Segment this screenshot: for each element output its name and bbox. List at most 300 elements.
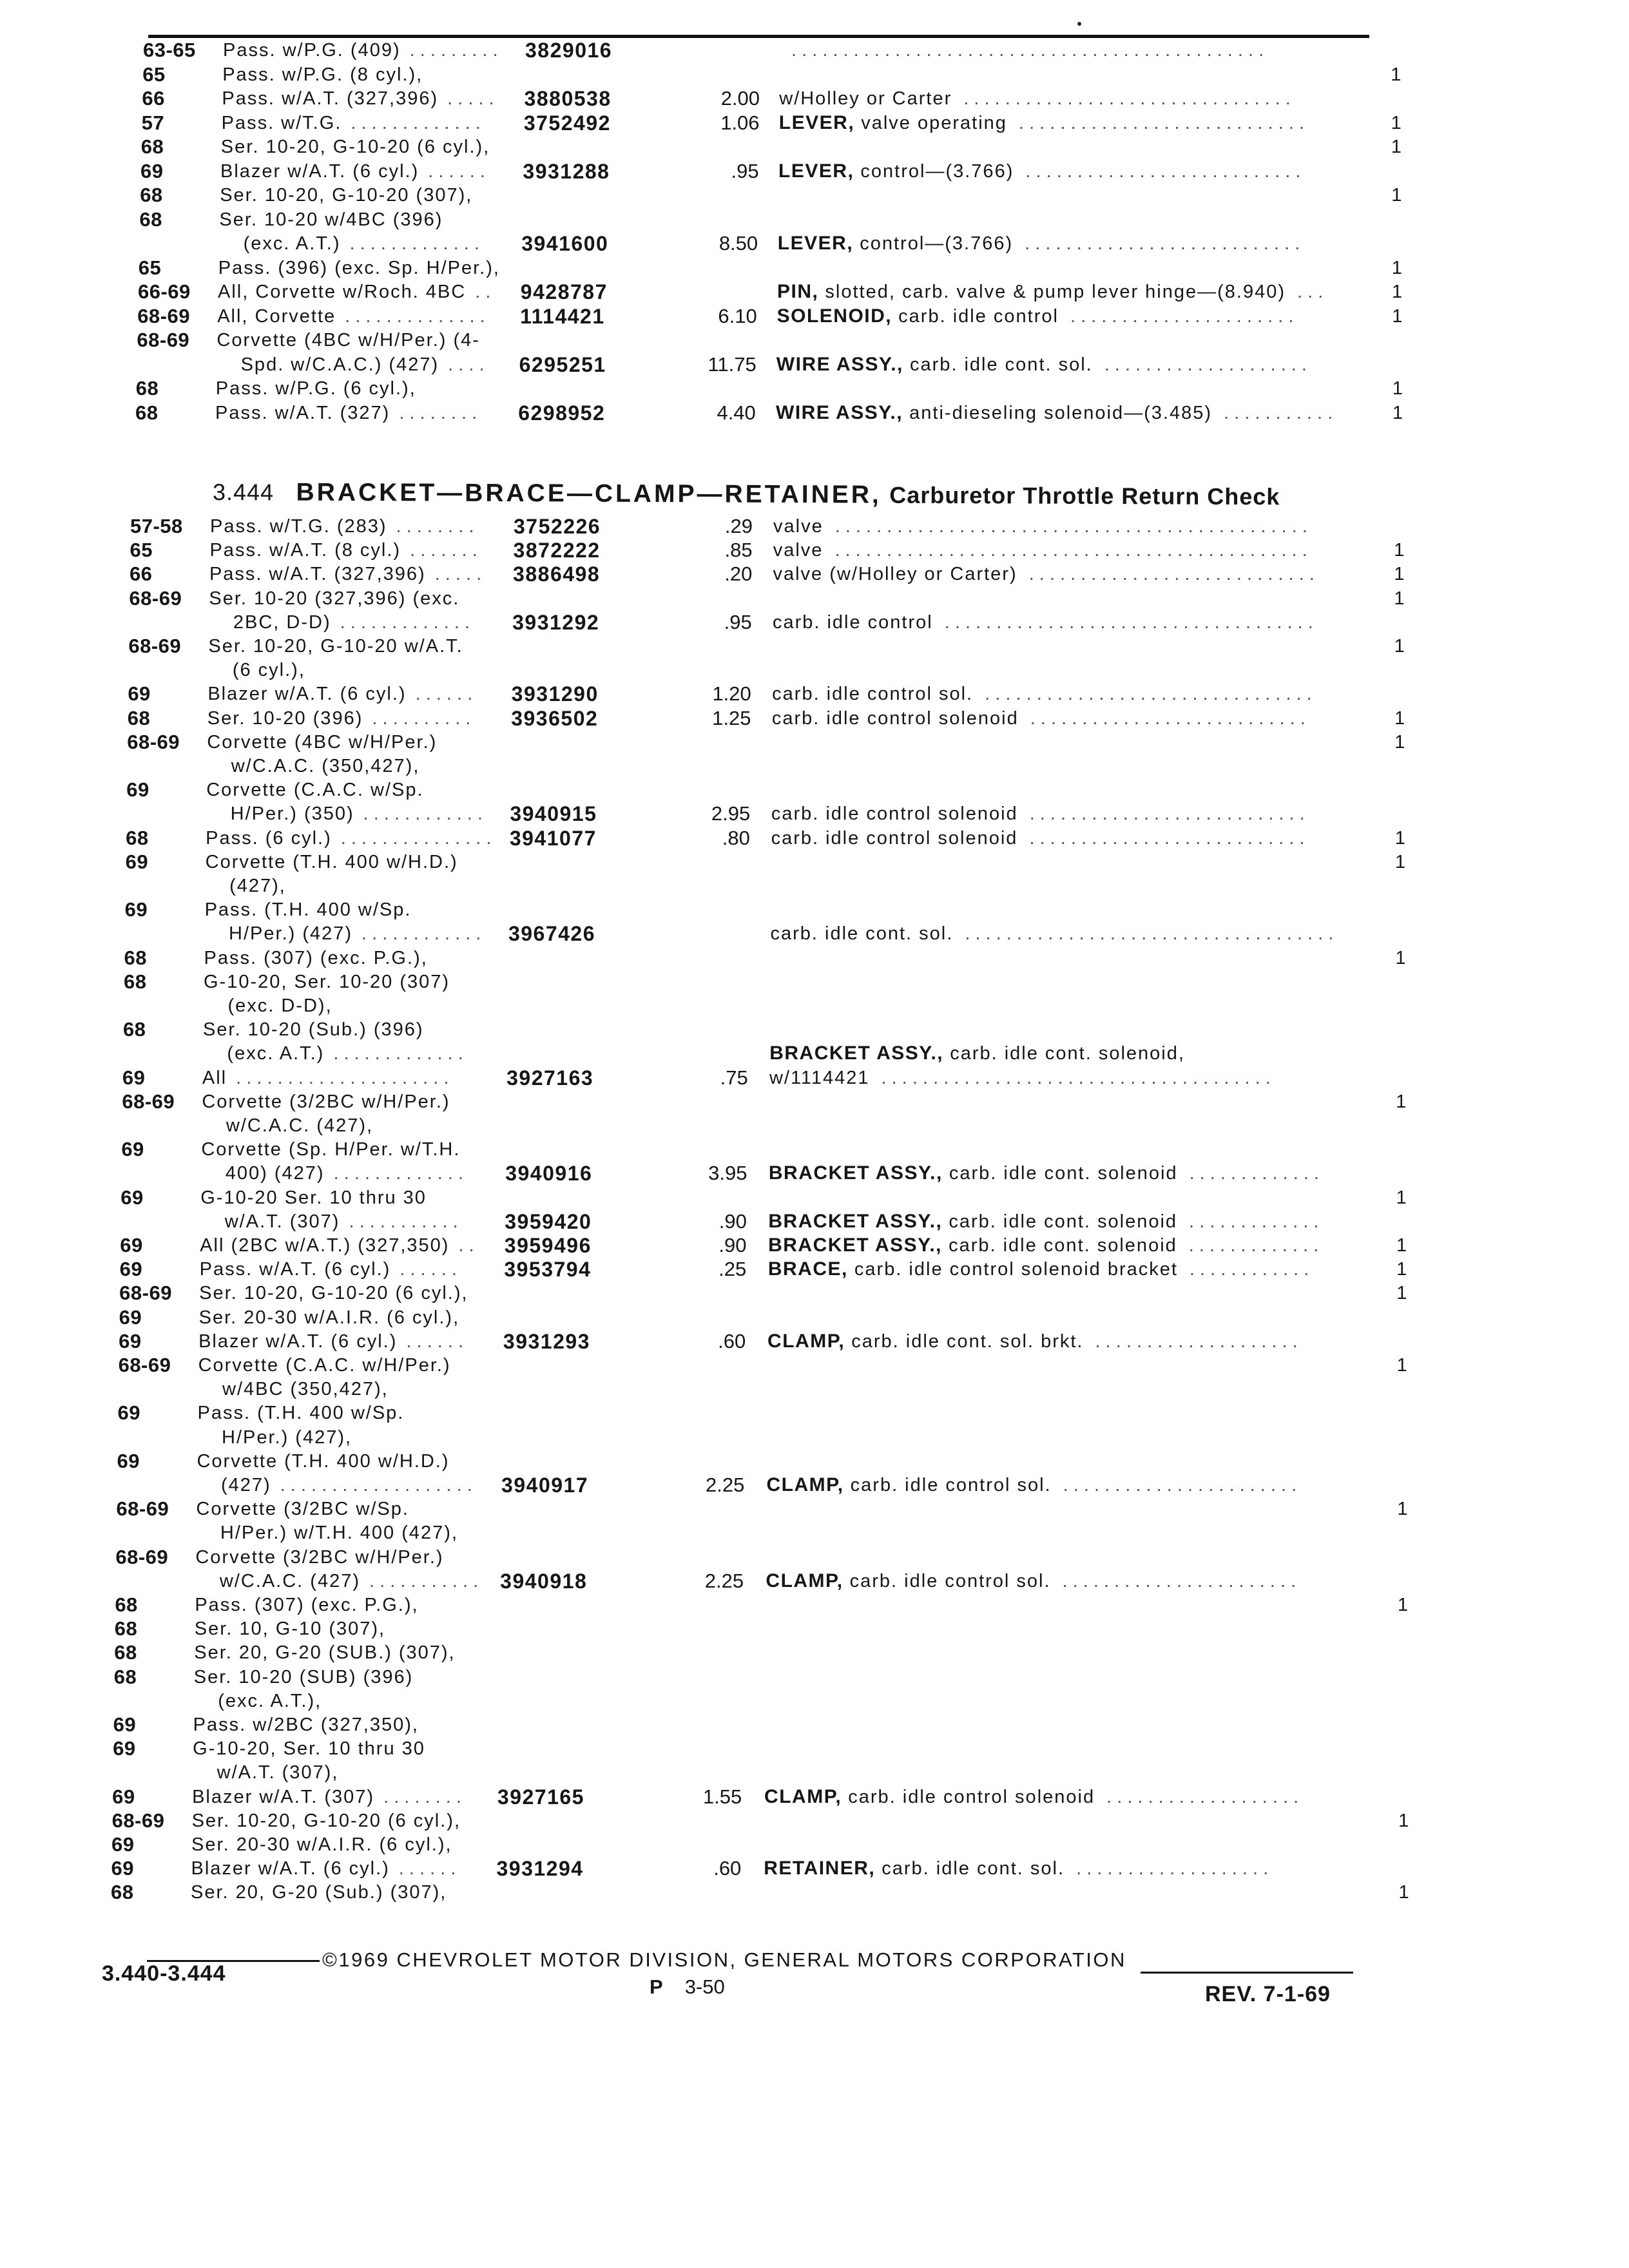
model-year: 69 (128, 682, 151, 706)
application-text: Blazer w/A.T. (6 cyl.) (207, 684, 407, 705)
leader-dots: . . (475, 282, 491, 302)
leader-dots: . . . (1297, 282, 1324, 302)
description (773, 561, 1314, 587)
part-number: 3880538 (524, 87, 612, 110)
model-year: 69 (113, 1737, 136, 1760)
description (777, 303, 1294, 329)
leader-dots: . . . . . . . . (399, 402, 477, 423)
application (217, 1760, 339, 1785)
table-row (0, 1592, 1629, 1618)
price: .60 (718, 1329, 746, 1352)
price: 1.20 (712, 682, 751, 706)
application-text: Ser. 10-20, G-10-20 (6 cyl.), (191, 1810, 461, 1831)
part-number: 3886498 (513, 562, 601, 586)
price: .25 (718, 1258, 747, 1281)
leader-dots: . . . . . . . . . . . . . . . . . . . . . . . . . . . . (1018, 112, 1305, 133)
description-keyword: BRACKET ASSY., (769, 1043, 944, 1064)
leader-dots: . . . . . . . . . (409, 40, 498, 61)
application-text: (427), (229, 876, 286, 896)
application (225, 1209, 458, 1235)
part-number: 3941600 (521, 232, 609, 255)
description (771, 801, 1305, 827)
application-text: H/Per.) (427), (222, 1427, 352, 1448)
application (222, 86, 494, 111)
quantity: 1 (1394, 540, 1405, 561)
quantity: 1 (1398, 1882, 1409, 1903)
leader-dots: . . . . . . . . . . . . . . . . . . . . . . . . . . . . . . . . (963, 88, 1291, 109)
application-text: All (202, 1067, 227, 1088)
application (199, 1305, 460, 1331)
quantity: 1 (1392, 282, 1403, 302)
leader-dots: . . . . . . . . . . . . . . . (340, 827, 492, 849)
part-number: 3959496 (504, 1234, 592, 1257)
price: .60 (713, 1857, 742, 1880)
application (195, 1544, 443, 1570)
price: .90 (718, 1209, 747, 1233)
application-text: Corvette (C.A.C. w/Sp. (206, 780, 424, 801)
table-row (0, 1640, 1629, 1666)
description-text: carb. idle control solenoid (848, 1786, 1095, 1807)
application (229, 921, 481, 947)
quantity: 1 (1391, 112, 1402, 133)
table-row (0, 969, 1629, 995)
table-row (0, 1376, 1629, 1402)
model-year: 69 (111, 1833, 135, 1856)
application-text: H/Per.) w/T.H. 400 (427), (220, 1523, 459, 1544)
application-text: Ser. 10, G-10 (307), (194, 1619, 386, 1640)
leader-dots: . . . . . . . . . . . . . . . . . . . . . . . . . . . (1029, 827, 1305, 849)
application (244, 231, 479, 256)
table-row (0, 1496, 1629, 1522)
model-year: 68 (114, 1617, 138, 1640)
quantity: 1 (1396, 1187, 1407, 1208)
table-row (0, 610, 1629, 635)
application (220, 1568, 478, 1594)
quantity: 1 (1397, 1595, 1409, 1615)
description-text: carb. idle cont. solenoid (949, 1163, 1178, 1184)
application-text: w/C.A.C. (427), (226, 1115, 374, 1136)
application (200, 1233, 474, 1258)
table-row (0, 1425, 1629, 1450)
leader-dots: . . . . . . . (410, 540, 477, 561)
model-year: 68-69 (118, 1354, 171, 1376)
leader-dots: . . . . . . (415, 684, 473, 705)
table-row (0, 586, 1629, 611)
description-text: carb. idle cont. sol. (909, 354, 1093, 375)
table-row (0, 993, 1629, 1019)
price: 3.95 (708, 1162, 747, 1185)
table-row (0, 1472, 1629, 1498)
application-text: 400) (427) (225, 1163, 325, 1184)
application (204, 969, 450, 995)
application (226, 1113, 373, 1139)
model-year: 68 (124, 970, 147, 993)
application-text: All (2BC w/A.T.) (327,350) (200, 1235, 450, 1256)
price: .95 (724, 610, 752, 633)
application (193, 1736, 425, 1762)
model-year: 68-69 (137, 304, 190, 327)
description (764, 1784, 1298, 1810)
application (222, 1376, 389, 1402)
table-row (0, 1113, 1629, 1139)
model-year: 68 (127, 706, 151, 729)
description-keyword: RETAINER, (764, 1858, 876, 1879)
part-number: 3752492 (523, 111, 611, 135)
model-year: 69 (119, 1329, 142, 1352)
application (221, 134, 490, 160)
quantity: 1 (1392, 378, 1403, 399)
model-year: 68 (126, 826, 149, 849)
model-year: 68 (122, 1018, 146, 1041)
leader-dots: . . . . . . . . . . . . . . . . . . . (280, 1475, 472, 1495)
leader-dots: . . . . . . . . . . . . . . . . . . . . . . . . . . . (1029, 803, 1305, 825)
application (202, 1065, 449, 1091)
application-text: Blazer w/A.T. (6 cyl.) (198, 1331, 398, 1352)
table-row (0, 1280, 1629, 1306)
table-row (0, 1256, 1629, 1282)
table-row (0, 1233, 1629, 1258)
table-row (0, 561, 1629, 587)
leader-dots: . . . . . . . . . . . . . . . . . . . . . . . . . . . (1025, 160, 1301, 182)
quantity: 1 (1393, 402, 1403, 423)
leader-dots: . . . . . (447, 88, 494, 109)
application (197, 1448, 449, 1474)
application (200, 1185, 427, 1211)
table-row (0, 945, 1629, 971)
price: 1.55 (702, 1785, 742, 1808)
description (768, 1209, 1318, 1235)
table-row (0, 1065, 1629, 1091)
application (233, 657, 305, 683)
description-keyword: CLAMP, (767, 1330, 845, 1352)
table-row (0, 327, 1629, 353)
quantity: 1 (1392, 305, 1403, 327)
table-row (0, 921, 1629, 947)
table-row (0, 231, 1629, 256)
model-year: 68-69 (119, 1282, 172, 1305)
application (227, 993, 332, 1019)
application-text: Corvette (4BC w/H/Per.) (4- (217, 330, 480, 351)
quantity: 1 (1397, 1499, 1408, 1520)
application-text: Pass. w/A.T. (327,396) (222, 88, 439, 109)
table-row (0, 182, 1629, 208)
description (769, 1065, 1271, 1091)
table-row (0, 1808, 1629, 1834)
model-year: 69 (124, 898, 148, 921)
part-number: 3931294 (496, 1857, 584, 1881)
description-text: carb. idle control (898, 305, 1059, 327)
description-keyword: BRACKET ASSY., (768, 1235, 943, 1256)
application (199, 1280, 468, 1306)
leader-dots: . . . . . . . . . . . . . (1189, 1211, 1319, 1232)
leader-dots: . . . . (448, 354, 485, 375)
table-row (0, 1544, 1629, 1570)
description-text: carb. idle control solenoid (771, 827, 1018, 849)
model-year: 69 (140, 159, 164, 182)
application-text: H/Per.) (350) (230, 803, 354, 825)
application-text: Ser. 10-20, G-10-20 w/A.T. (208, 636, 463, 657)
description (778, 231, 1300, 256)
quantity: 1 (1391, 137, 1402, 157)
model-year: 69 (120, 1186, 144, 1209)
model-year: 68-69 (137, 329, 190, 351)
description (767, 1329, 1298, 1354)
table-row (0, 1784, 1629, 1810)
application (222, 1425, 352, 1450)
application-text: (exc. A.T.) (227, 1043, 325, 1064)
table-row (0, 1137, 1629, 1162)
table-row (0, 1017, 1629, 1043)
table-row (0, 303, 1629, 329)
description (777, 279, 1323, 305)
model-year: 68 (111, 1881, 134, 1904)
description (768, 1233, 1318, 1258)
application-text: w/C.A.C. (350,427), (231, 756, 420, 776)
application-text: Corvette (4BC w/H/Per.) (207, 731, 438, 753)
leader-dots: . . . . . . . . (396, 516, 474, 537)
leader-dots: . . . . . . (406, 1331, 464, 1352)
part-number: 3931292 (512, 610, 600, 634)
leader-dots: . . . . . . . . . . . . . . . . . . . . (1104, 354, 1307, 375)
model-year: 65 (142, 62, 166, 86)
description (772, 681, 1312, 707)
description-keyword: BRACKET ASSY., (768, 1162, 943, 1184)
description (779, 110, 1304, 136)
footer-page: P 3-50 (650, 1975, 725, 1998)
price: 11.75 (708, 352, 757, 376)
description (776, 400, 1333, 426)
application-text: Ser. 10-20 (396) (207, 707, 363, 729)
application-text: Corvette (T.H. 400 w/H.D.) (197, 1450, 450, 1472)
description-text: w/1114421 (769, 1067, 870, 1088)
application-text: w/C.A.C. (427) (219, 1570, 360, 1591)
description-keyword: BRACE, (767, 1258, 848, 1280)
description-text: carb. idle cont. solenoid (949, 1211, 1178, 1232)
application-text: (exc. D-D), (227, 995, 333, 1016)
description (766, 1472, 1296, 1498)
application-text: G-10-20, Ser. 10 thru 30 (193, 1738, 425, 1760)
leader-dots: . . . . . . . . . . . . . (1188, 1235, 1319, 1256)
table-row (0, 1688, 1629, 1714)
table-row (0, 1760, 1629, 1785)
application (201, 1137, 460, 1162)
table-row (0, 255, 1629, 281)
application-text: G-10-20 Ser. 10 thru 30 (200, 1187, 427, 1208)
quantity: 1 (1394, 827, 1405, 849)
model-year: 69 (113, 1713, 137, 1736)
application (198, 1400, 405, 1426)
price: .85 (724, 539, 753, 562)
application (193, 1712, 419, 1738)
description-text: carb. idle cont. solenoid, (950, 1043, 1185, 1064)
section-number: 3.444 (212, 479, 275, 506)
application (192, 1808, 461, 1834)
table-row (0, 873, 1629, 899)
leader-dots: . . . . . . . . . . . . . . (345, 305, 485, 327)
application-text: (exc. A.T.) (243, 233, 341, 254)
description-text: carb. idle control sol. (849, 1570, 1051, 1591)
application (194, 1664, 414, 1690)
application (206, 777, 423, 803)
table-row (0, 1832, 1629, 1858)
description-text: carb. idle control (772, 611, 933, 633)
application (207, 681, 472, 707)
application-text: w/4BC (350,427), (222, 1379, 389, 1400)
application-text: Pass. w/A.T. (327,396) (209, 564, 426, 585)
quantity: 1 (1394, 731, 1405, 753)
leader-dots: . . . . . (434, 564, 482, 585)
application (227, 1041, 463, 1066)
model-year: 69 (117, 1401, 140, 1425)
application-text: Ser. 20-30 w/A.I.R. (6 cyl.), (198, 1307, 460, 1328)
application-text: Pass. w/A.T. (6 cyl.) (199, 1259, 391, 1280)
table-row (0, 706, 1629, 731)
description-text: carb. idle control solenoid (771, 707, 1019, 729)
application (217, 327, 480, 353)
table-row (0, 376, 1629, 401)
application-text: Blazer w/A.T. (307) (192, 1786, 375, 1807)
quantity: 1 (1395, 947, 1406, 968)
application-text: Pass. (396) (exc. Sp. H/Per.), (218, 257, 500, 278)
application-text: Pass. w/2BC (327,350), (193, 1715, 419, 1735)
application-text: Ser. 20, G-20 (Sub.) (307), (191, 1882, 447, 1903)
application (207, 729, 437, 755)
model-year: 69 (112, 1785, 135, 1808)
application-text: Pass. w/A.T. (8 cyl.) (209, 540, 401, 561)
application-text: (6 cyl.), (232, 660, 305, 681)
table-row (0, 514, 1629, 539)
table-row (0, 207, 1629, 233)
application (229, 873, 286, 899)
application (210, 514, 474, 539)
description-text: valve (773, 516, 824, 537)
leader-dots: . . . . . . . . . . . . . . . . . . . . . . . . . . . . . . . . . . . . (944, 611, 1313, 633)
model-year: 66 (142, 87, 165, 110)
price: 2.25 (704, 1569, 744, 1592)
quantity: 1 (1394, 636, 1405, 657)
part-number: 3967426 (508, 922, 596, 946)
application-text: Pass. (307) (exc. P.G.), (204, 947, 428, 968)
application-text: Pass. (6 cyl.) (206, 827, 332, 849)
model-year: 68-69 (129, 586, 182, 610)
leader-dots: . . . . . . . . . . . . . . . . . . . . . . . . . . . . . . . . . . . . . . . . . . . . . . (791, 40, 1264, 61)
model-year: 69 (119, 1305, 142, 1329)
application-text: w/A.T. (307), (217, 1762, 339, 1783)
leader-dots: . . . . . . . . . . . (369, 1570, 479, 1591)
model-year: 65 (138, 256, 162, 279)
part-number: 3872222 (513, 539, 601, 562)
application-text: Pass. w/T.G. (221, 112, 342, 133)
leader-dots: . . . . . . . . . . . . . . . . . . . . . . (1070, 305, 1294, 327)
application (217, 303, 485, 329)
price: .75 (720, 1066, 748, 1089)
application-text: H/Per.) (427) (229, 923, 353, 945)
leader-dots: . . . . . . . . . . . . . . . . . . . (1106, 1786, 1299, 1807)
table-row (0, 279, 1629, 305)
application (195, 1616, 385, 1642)
application-text: Pass. w/P.G. (6 cyl.), (215, 378, 416, 399)
description (772, 706, 1306, 731)
application (223, 37, 498, 63)
part-number: 6295251 (519, 352, 606, 376)
application (226, 1160, 463, 1186)
model-year: 57-58 (130, 515, 183, 537)
table-row (0, 37, 1629, 63)
part-number: 3953794 (504, 1258, 592, 1282)
price: 1.06 (720, 111, 760, 134)
quantity: 1 (1398, 1810, 1409, 1831)
price: .80 (722, 826, 750, 849)
part-number: 3959420 (505, 1209, 592, 1233)
description-keyword: CLAMP, (764, 1785, 842, 1807)
leader-dots: . . . . . . . . . . . . . (349, 233, 479, 254)
application (220, 159, 485, 184)
quantity: 1 (1391, 185, 1402, 206)
description-keyword: LEVER, (778, 160, 854, 182)
application (215, 400, 477, 426)
description-keyword: LEVER, (778, 111, 855, 133)
application (209, 561, 481, 587)
application (221, 1472, 472, 1498)
model-year: 68 (139, 207, 162, 231)
description-text: carb. idle cont. sol. (770, 923, 954, 945)
leader-dots: . . . . . . . . . . . . . . . . . . . . (1095, 1331, 1298, 1352)
model-year: 69 (119, 1258, 143, 1281)
leader-dots: . . . . . . . . . . . . . (333, 1163, 464, 1184)
price: .29 (724, 515, 753, 537)
model-year: 68-69 (116, 1497, 169, 1521)
table-row (0, 801, 1629, 827)
application-text: Ser. 10-20 w/4BC (396) (219, 209, 443, 230)
leader-dots: . . . . . . . . . . . . . . . . . . . . . . . . . . . . . . . . (985, 684, 1312, 705)
description-keyword: WIRE ASSY., (776, 353, 903, 375)
price: .20 (724, 562, 753, 586)
leader-dots: . . . . . . . . . . . . . . . . . . . . . . . . . . . . (1028, 564, 1315, 585)
quantity: 1 (1394, 851, 1405, 872)
application (198, 1329, 463, 1354)
application (194, 1640, 455, 1666)
leader-dots: . . . . . . . . . . . . . . . . . . . . . . . . . . . (1030, 707, 1306, 729)
description-text: carb. idle cont. solenoid (949, 1235, 1177, 1256)
application-text: (427) (220, 1475, 271, 1495)
description-text: control—(3.766) (860, 160, 1014, 182)
table-row (0, 1089, 1629, 1115)
leader-dots: . . (458, 1235, 474, 1256)
description (779, 86, 1291, 111)
leader-dots: . . . . . . . . . . . . (361, 923, 481, 945)
table-row (0, 1568, 1629, 1594)
model-year: 68-69 (127, 730, 180, 753)
leader-dots: . . . . . . . . . . . (349, 1211, 458, 1232)
part-number: 3931293 (503, 1329, 590, 1353)
model-year: 68 (114, 1641, 137, 1664)
application (219, 207, 443, 233)
application (206, 825, 491, 851)
table-row (0, 1712, 1629, 1738)
leader-dots: . . . . . . . . . . . (1224, 402, 1333, 423)
application (241, 352, 485, 378)
description (771, 921, 1334, 947)
description-keyword: WIRE ASSY., (776, 401, 903, 423)
table-row (0, 62, 1629, 88)
part-number: 3931288 (523, 159, 610, 183)
description-text: control—(3.766) (860, 233, 1014, 254)
part-number: 3940917 (501, 1474, 589, 1497)
price: 2.00 (720, 87, 760, 110)
application (196, 1496, 409, 1522)
application-text: Pass. w/A.T. (327) (215, 402, 390, 423)
table-row (0, 897, 1629, 923)
